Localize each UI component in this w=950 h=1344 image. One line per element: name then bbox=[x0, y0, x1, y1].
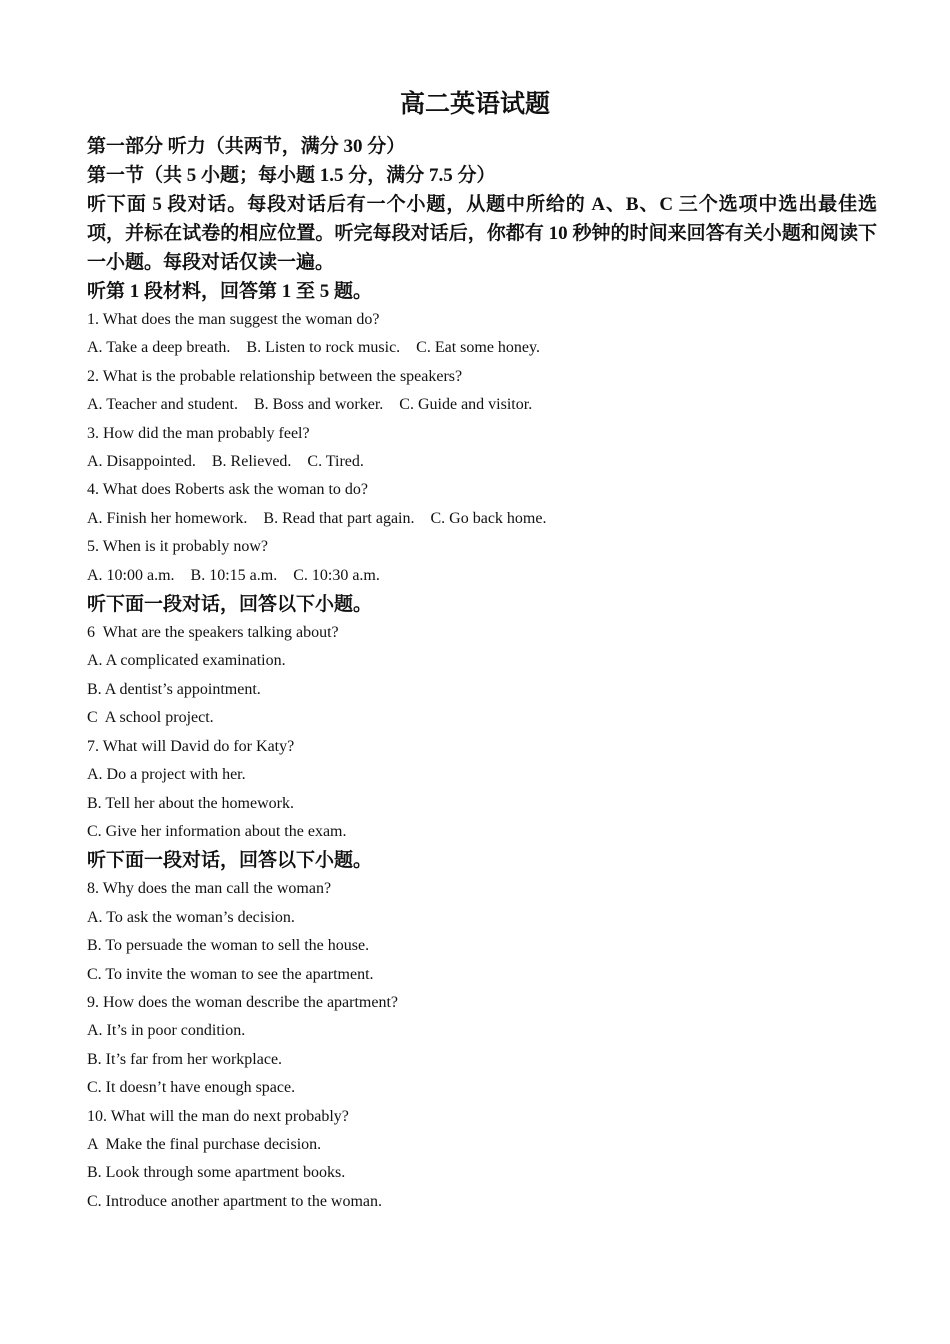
question-3-options: A. Disappointed. B. Relieved. C. Tired. bbox=[87, 453, 364, 471]
question-6-option-b: B. A dentist’s appointment. bbox=[87, 680, 261, 698]
question-9-option-b: B. It’s far from her workplace. bbox=[87, 1050, 283, 1068]
question-4-options: A. Finish her homework. B. Read that part again. C. Go back home. bbox=[87, 509, 547, 527]
question-5: 5. When is it probably now? bbox=[87, 538, 269, 556]
group-heading: 听下面一段对话，回答以下小题。 bbox=[87, 850, 373, 872]
question-8-option-b: B. To persuade the woman to sell the house. bbox=[87, 937, 370, 955]
question-9: 9. How does the woman describe the apartment? bbox=[87, 993, 399, 1011]
question-7-option-c: C. Give her information about the exam. bbox=[87, 822, 347, 840]
question-5-options: A. 10:00 a.m. B. 10:15 a.m. C. 10:30 a.m. bbox=[87, 566, 380, 584]
question-10-option-c: C. Introduce another apartment to the woman. bbox=[87, 1192, 383, 1210]
question-7-option-b: B. Tell her about the homework. bbox=[87, 794, 294, 812]
question-10-option-a: A Make the final purchase decision. bbox=[87, 1135, 322, 1153]
question-1: 1. What does the man suggest the woman do? bbox=[87, 311, 380, 328]
question-2: 2. What is the probable relationship between the speakers? bbox=[87, 367, 463, 385]
group-heading: 听第 1 段材料，回答第 1 至 5 题。 bbox=[87, 281, 373, 302]
question-8: 8. Why does the man call the woman? bbox=[87, 880, 332, 898]
listening-section bbox=[87, 132, 877, 1216]
question-6-option-c: C A school project. bbox=[87, 709, 214, 727]
question-9-option-c: C. It doesn’t have enough space. bbox=[87, 1079, 296, 1097]
question-10-option-b: B. Look through some apartment books. bbox=[87, 1164, 346, 1182]
question-8-option-a: A. To ask the woman’s decision. bbox=[87, 908, 295, 926]
question-9-option-a: A. It’s in poor condition. bbox=[87, 1022, 246, 1040]
question-6-option-a: A. A complicated examination. bbox=[87, 652, 286, 670]
page-title: 高二英语试题 bbox=[399, 91, 550, 118]
question-4: 4. What does Roberts ask the woman to do? bbox=[87, 481, 368, 499]
question-7: 7. What will David do for Katy? bbox=[87, 737, 295, 755]
part-heading: 第一部分 听力（共两节，满分 30 分） bbox=[87, 136, 406, 157]
question-7-option-a: A. Do a project with her. bbox=[87, 766, 246, 784]
question-2-options: A. Teacher and student. B. Boss and worker. C. Guide and visitor. bbox=[87, 396, 533, 414]
instructions: 听下面 5 段对话。每段对话后有一个小题，从题中所给的 A、B、C 三个选项中选出最佳选项，并标在试卷的相应位置。听完每段对话后，你都有 10 秒钟的时间来回答有关小题和阅读下一小题。每段对话仅读一遍。 bbox=[87, 194, 877, 273]
question-1-options: A. Take a deep breath. B. Listen to rock music. C. Eat some honey. bbox=[87, 339, 540, 357]
question-10: 10. What will the man do next probably? bbox=[87, 1107, 349, 1125]
question-8-option-c: C. To invite the woman to see the apartment. bbox=[87, 965, 374, 983]
question-3: 3. How did the man probably feel? bbox=[87, 424, 310, 442]
group-heading: 听下面一段对话，回答以下小题。 bbox=[87, 594, 373, 616]
section-heading: 第一节（共 5 小题；每小题 1.5 分，满分 7.5 分） bbox=[87, 165, 496, 186]
question-6: 6 What are the speakers talking about? bbox=[87, 624, 339, 642]
